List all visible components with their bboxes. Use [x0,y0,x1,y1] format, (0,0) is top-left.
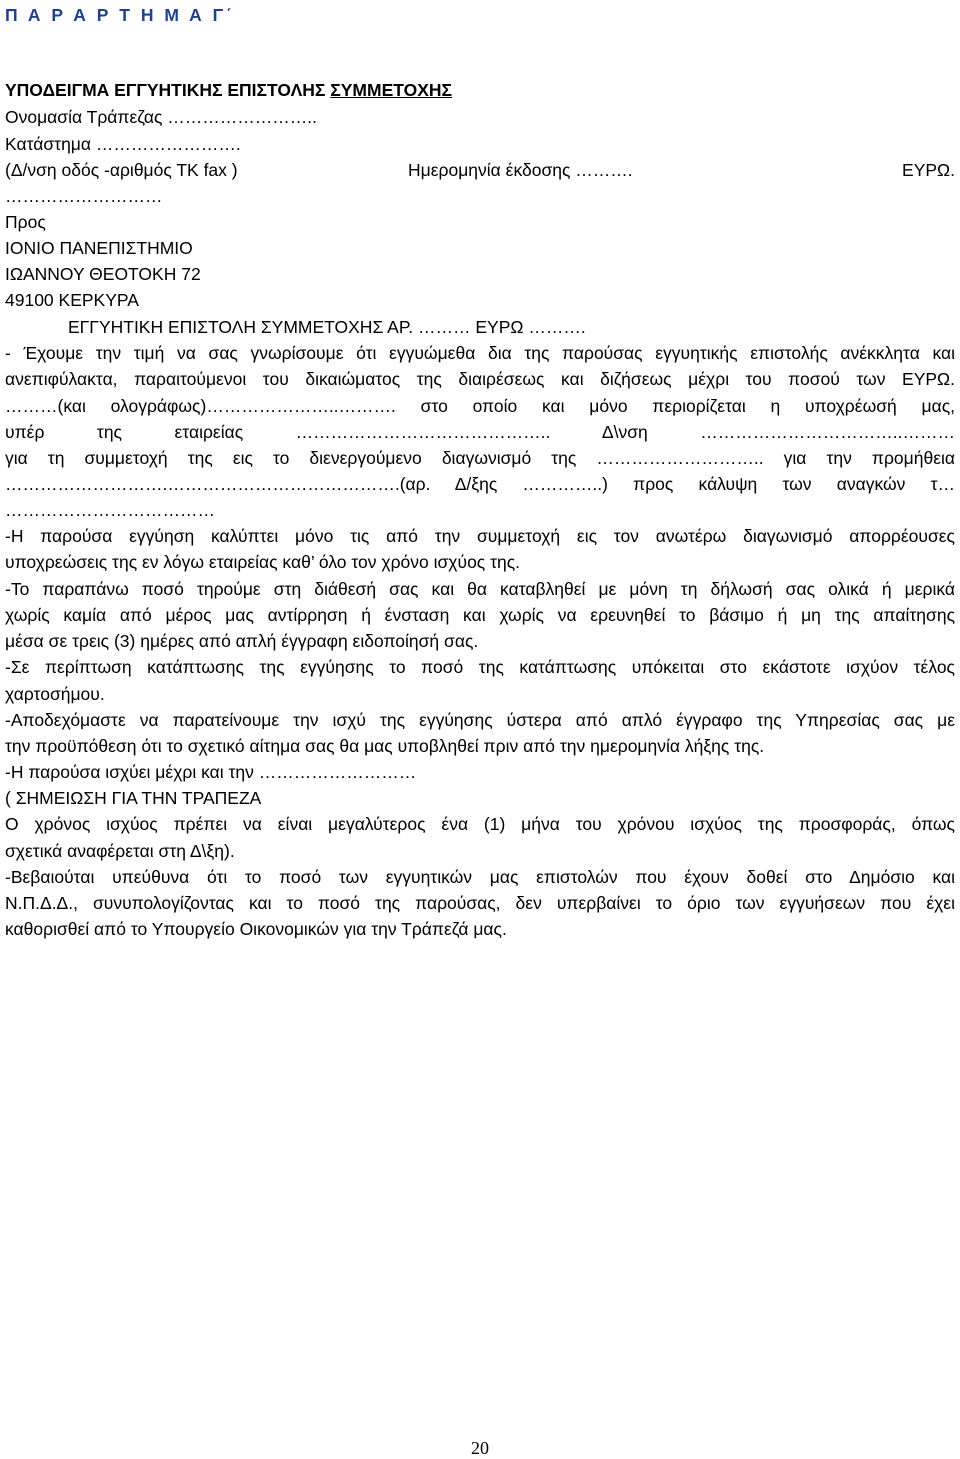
document-heading [5,79,452,101]
paragraph-line: -Σε περίπτωση κατάπτωσης της εγγύησης το ποσό της κατάπτωσης υπόκειται στο εκάστοτε ισχύον τέλος [5,657,955,677]
paragraph-line: υπέρ της εταιρείας …………………………………….. Δ\νση ……………………………..……… [5,422,955,442]
paragraph-line: Ν.Π.Δ.Δ., συνυπολογίζοντας και το ποσό της παρούσας, δεν υπερβαίνει το όριο των εγγυήσεων που έχει [5,893,955,913]
paragraph-line: καθορισθεί από το Υπουργείο Οικονομικών για την Τράπεζά μας. [5,919,507,939]
paragraph-line: ………(και ολογράφως)…………………..………. στο οποίο και μόνο περιορίζεται η υποχρέωσή μας, [5,396,955,416]
paragraph-line: χαρτοσήμου. [5,684,105,704]
recipient-name: ΙΟΝΙΟ ΠΑΝΕΠΙΣΤΗΜΙΟ [5,238,193,258]
paragraph-line: την προϋπόθεση ότι το σχετικό αίτημα σας θα μας υποβληθεί πριν από την ημερομηνία λήξης της. [5,736,765,756]
paragraph-line: -Το παραπάνω ποσό τηρούμε στη διάθεσή σας και θα καταβληθεί με μόνη τη δήλωσή σας ολικά ή μερικά [5,579,955,599]
branch-line: Κατάστημα ……………………. [5,134,241,154]
appendix-title: Π Α Ρ Α Ρ Τ Η Μ Α Γ΄ [5,5,235,25]
guarantee-reference: ΕΓΓΥΗΤΙΚΗ ΕΠΙΣΤΟΛΗ ΣΥΜΜΕΤΟΧΗΣ ΑΡ. ……… ΕΥΡΩ ………. [68,317,586,337]
currency-label: ΕΥΡΩ. [902,160,955,180]
to-label: Προς [5,212,46,232]
paragraph-line: ……………………….………………………………….(αρ. Δ/ξης …………..) προς κάλυψη των αναγκών τ… [5,474,955,494]
page-number: 20 [471,1438,489,1458]
paragraph-line: ……………………………… [5,500,215,520]
address-line: (Δ/νση οδός -αριθμός ΤΚ fax ) [5,160,238,180]
recipient-street: ΙΩΑΝΝΟΥ ΘΕΟΤΟΚΗ 72 [5,264,201,284]
paragraph-line: για τη συμμετοχή της εις το διενεργούμενο διαγωνισμό της ……………………….. για την προμήθεια [5,448,955,468]
recipient-city: 49100 ΚΕΡΚΥΡΑ [5,290,139,310]
issue-date-line: Ημερομηνία έκδοσης ………. [408,160,633,180]
paragraph-line: -Η παρούσα ισχύει μέχρι και την ……………………… [5,762,417,782]
bank-note-title: ( ΣΗΜΕΙΩΣΗ ΓΙΑ ΤΗΝ ΤΡΑΠΕΖΑ [5,788,262,808]
paragraph-line: υποχρεώσεις της εν λόγω εταιρείας καθ’ όλο τον χρόνο ισχύος της. [5,552,521,572]
paragraph-line: σχετικά αναφέρεται στη Δ\ξη). [5,841,235,861]
paragraph-line: Ο χρόνος ισχύος πρέπει να είναι μεγαλύτερος ένα (1) μήνα του χρόνου ισχύος της προσφοράς, όπως [5,814,955,834]
bank-name-line: Ονομασία Τράπεζας …………………….. [5,107,317,127]
paragraph-line: - Έχουμε την τιμή να σας γνωρίσουμε ότι εγγυώμεθα δια της παρούσας εγγυητικής επιστολής ανέκκλητα και [5,343,955,363]
paragraph-line: χωρίς καμία από μέρος μας αντίρρηση ή ένσταση και χωρίς να ερευνηθεί το βάσιμο ή μη της απαίτησης [5,605,955,625]
paragraph-line: -Η παρούσα εγγύηση καλύπτει μόνο τις από την συμμετοχή εις τον ανωτέρω διαγωνισμό απορρέουσες [5,526,955,546]
paragraph-line: -Αποδεχόμαστε να παρατείνουμε την ισχύ της εγγύησης ύστερα από απλό έγγραφο της Υπηρεσίας σας με [5,710,955,730]
paragraph-line: ανεπιφύλακτα, παραιτούμενοι του δικαιώματος της διαιρέσεως και διζήσεως μέχρι του ποσού των ΕΥΡΩ. [5,369,955,389]
paragraph-line: -Βεβαιούται υπεύθυνα ότι το ποσό των εγγυητικών μας επιστολών που έχουν δοθεί στο Δημόσιο και [5,867,955,887]
dots-line: ……………………… [5,186,163,206]
paragraph-line: μέσα σε τρεις (3) ημέρες από απλή έγγραφη ειδοποίησή σας. [5,631,479,651]
heading-text: ΥΠΟΔΕΙΓΜΑ ΕΓΓΥΗΤΙΚΗΣ ΕΠΙΣΤΟΛΗΣ [5,80,331,100]
heading-underlined-text: ΣΥΜΜΕΤΟΧΗΣ [330,80,453,100]
